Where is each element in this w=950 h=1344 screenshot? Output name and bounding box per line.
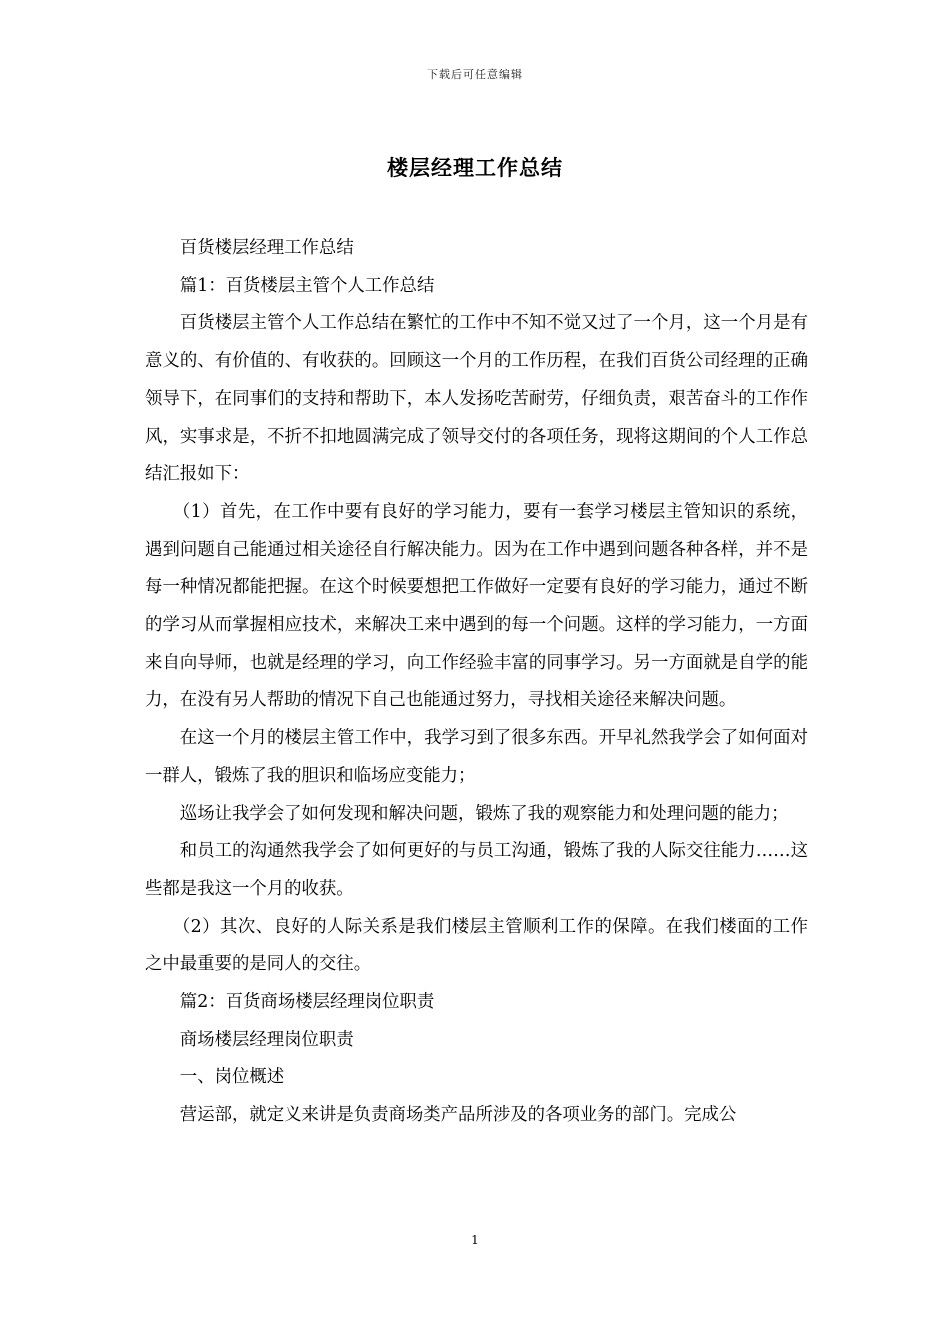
paragraph: （1）首先，在工作中要有良好的学习能力，要有一套学习楼层主管知识的系统，遇到问题自己能通过相关途径自行解决能力。因为在工作中遇到问题各种各样，并不是每一种情况都能把握。在这个时候要想把工作做好一定要有良好的学习能力，通过不断的学习从而掌握相应技术，来解决工来中遇到的每一个问题。这样的学习能力，一方面来自向导师，也就是经理的学习，向工作经验丰富的同事学习。另一方面就是自学的能力，在没有另人帮助的情况下自己也能通过努力，寻找相关途径来解决问题。 [145,501,808,711]
paragraph: 篇2：百货商场楼层经理岗位职责 [179,992,435,1013]
page-number: 1 [471,1233,479,1247]
paragraph: 巡场让我学会了如何发现和解决问题，锻炼了我的观察能力和处理问题的能力； [179,803,789,824]
paragraph: 百货楼层主管个人工作总结在繁忙的工作中不知不觉又过了一个月，这一个月是有意义的、有价值的、有收获的。回顾这一个月的工作历程，在我们百货公司经理的正确领导下，在同事们的支持和帮助下，本人发扬吃苦耐劳，仔细负责，艰苦奋斗的工作作风，实事求是，不折不扣地圆满完成了领导交付的各项任务，现将这期间的个人工作总结汇报如下： [145,313,808,485]
document-body [145,230,808,1135]
paragraph: 一、岗位概述 [179,1067,285,1088]
paragraph: 百货楼层经理工作总结 [179,238,354,258]
paragraph: 营运部，就定义来讲是负责商场类产品所涉及的各项业务的部门。完成公 [179,1105,737,1126]
paragraph: 和员工的沟通然我学会了如何更好的与员工沟通，锻炼了我的人际交往能力……这些都是我这一个月的收获。 [145,841,808,899]
paragraph: 商场楼层经理岗位职责 [179,1029,354,1050]
paragraph: 篇1：百货楼层主管个人工作总结 [179,275,435,296]
paragraph: 在这一个月的楼层主管工作中，我学习到了很多东西。开早礼然我学会了如何面对一群人，锻炼了我的胆识和临场应变能力； [145,728,808,786]
paragraph: （2）其次、良好的人际关系是我们楼层主管顺利工作的保障。在我们楼面的工作之中最重要的是同人的交往。 [145,916,808,975]
document-title: 楼层经理工作总结 [387,155,563,180]
header-note: 下载后可任意编辑 [427,68,523,81]
